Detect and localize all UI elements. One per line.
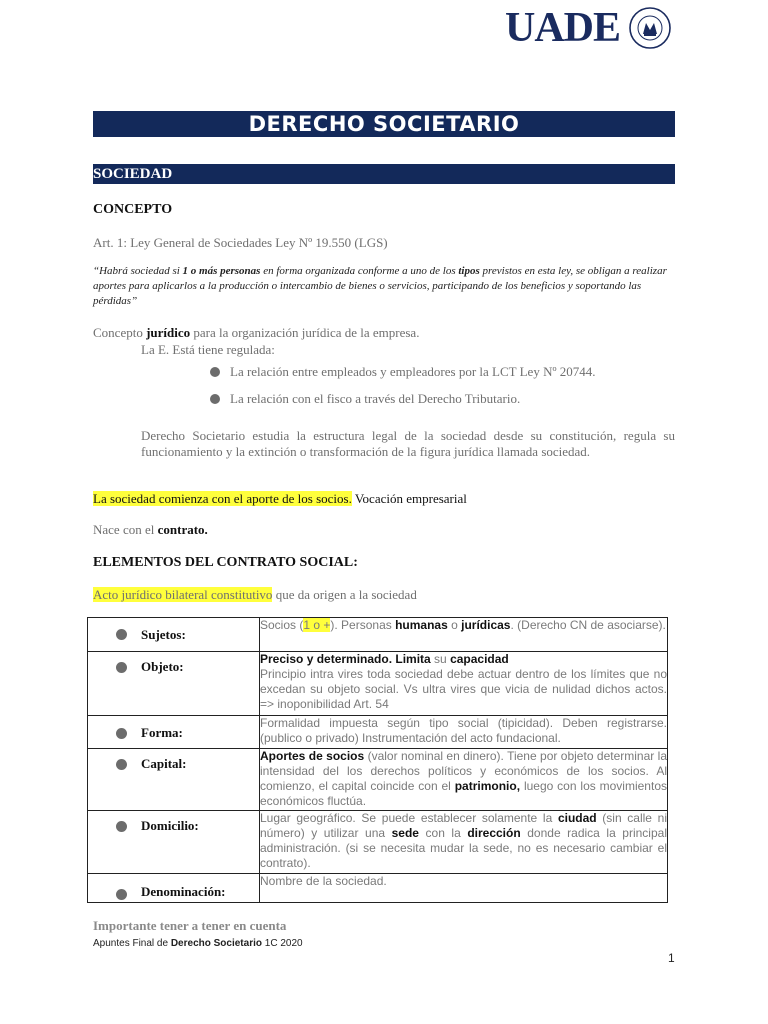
concept-text: Concepto <box>93 325 147 340</box>
concept-bold: jurídico <box>146 325 191 340</box>
bullet-text: La relación con el fisco a través del Derecho Tributario. <box>230 391 521 406</box>
value-text: Lugar geográfico. Se puede establecer solamente la <box>260 811 558 825</box>
row-label-cell <box>88 652 260 716</box>
value-text: Formalidad impuesta según tipo social (tipicidad). Deben registrarse. (publico o privado) Instrumentación del acto fundacional. <box>260 716 667 745</box>
value-text: o <box>447 618 462 632</box>
quote-part: “Habrá sociedad si <box>93 265 183 277</box>
bold-text: humanas <box>395 618 448 632</box>
quote-part: en forma organizada conforme a uno de los <box>260 265 459 277</box>
law-quote <box>93 264 678 309</box>
quote-part: previstos en esta ley, se obligan a realizar aportes para aplicarlos a la producción o intercambio de bienes o servicios, participando de los beneficios y soportando las pérdidas” <box>93 265 667 307</box>
row-label: Sujetos: <box>141 626 186 642</box>
plain-text: que da origen a la sociedad <box>272 587 417 602</box>
footer-text: Apuntes Final de <box>93 938 171 949</box>
logo-text: UADE <box>504 5 620 51</box>
bullet-dot-icon <box>210 367 220 377</box>
value-text: luego con los movimientos económicos fluctúa. <box>260 779 667 808</box>
document-title: DERECHO SOCIETARIO <box>93 111 675 137</box>
concept-line <box>93 325 419 341</box>
plain-text: Nace con el <box>93 522 158 537</box>
section-heading: SOCIEDAD <box>93 164 675 184</box>
row-value-cell <box>260 618 668 652</box>
concepto-heading: CONCEPTO <box>93 202 173 217</box>
bold-text: contrato. <box>157 522 208 537</box>
bold-text: Aportes de socios <box>260 749 365 763</box>
value-text: Nombre de la sociedad. <box>260 874 387 888</box>
value-text: con la <box>418 826 468 840</box>
regulated-line: La E. Está tiene regulada: <box>141 342 275 357</box>
row-label-cell <box>88 716 260 749</box>
acto-line <box>93 587 417 603</box>
bold-text: jurídicas <box>461 618 511 632</box>
row-label-cell <box>88 618 260 652</box>
bullet-dot-icon <box>116 889 127 900</box>
nace-line <box>93 522 208 538</box>
row-label: Domicilio: <box>141 818 199 833</box>
quote-bold: 1 o más personas <box>182 265 261 277</box>
value-text: (sin calle ni número) y utilizar una <box>260 811 667 840</box>
value-text: su <box>430 652 451 666</box>
bold-text: patrimonio, <box>454 779 521 793</box>
table-row <box>88 874 668 903</box>
row-value-cell <box>260 874 668 903</box>
bold-text: dirección <box>467 826 521 840</box>
table-row <box>88 652 668 716</box>
derecho-paragraph: Derecho Societario estudia la estructura legal de la sociedad desde su constitución, regula su funcionamiento y la extinción o transformación de la figura jurídica llamada sociedad. <box>141 428 675 459</box>
row-value-cell <box>260 652 668 716</box>
row-value-cell <box>260 716 668 749</box>
footer-bold: Derecho Societario <box>170 938 262 949</box>
bullet-dot-icon <box>116 662 127 673</box>
bullet-dot-icon <box>116 728 127 739</box>
value-text: ). Personas <box>330 618 396 632</box>
article-reference: Art. 1: Ley General de Sociedades Ley Nº 19.550 (LGS) <box>93 235 388 250</box>
table-row <box>88 618 668 652</box>
row-label: Objeto: <box>141 659 184 674</box>
bullet-dot-icon <box>210 394 220 404</box>
bullet-dot-icon <box>116 759 127 770</box>
sociedad-start-line <box>93 491 467 507</box>
elementos-heading: ELEMENTOS DEL CONTRATO SOCIAL: <box>93 555 358 570</box>
row-label-cell <box>88 811 260 874</box>
highlighted-text: La sociedad comienza con el aporte de los socios. <box>93 491 352 506</box>
table-row <box>88 716 668 749</box>
important-note: Importante tener a tener en cuenta <box>93 918 287 933</box>
bold-text: sede <box>391 826 419 840</box>
value-text: (valor nominal en dinero). Tiene por objeto determinar la intensidad del los derechos políticos y económicos de los socios. Al comienzo, el capital coincide con el <box>260 749 668 793</box>
bullet-item <box>210 364 596 380</box>
highlighted-text: Acto jurídico bilateral constitutivo <box>93 587 273 602</box>
row-label-cell <box>88 874 260 903</box>
bold-text: ciudad <box>557 811 597 825</box>
row-value-cell <box>260 749 668 811</box>
row-label: Forma: <box>141 725 183 740</box>
bullet-dot-icon <box>116 629 127 640</box>
value-text: donde radica la principal administración. (si se necesita mudar la sede, no es necesario cambiar el contrato). <box>260 826 667 870</box>
page-footer <box>93 938 303 949</box>
page-number: 1 <box>668 951 675 965</box>
row-label-cell <box>88 749 260 811</box>
table-row <box>88 811 668 874</box>
row-value-cell <box>260 811 668 874</box>
highlighted-text: 1 o + <box>303 618 331 632</box>
quote-bold: tipos <box>458 265 480 277</box>
row-label: Capital: <box>141 756 187 771</box>
elements-table <box>87 617 668 903</box>
value-text: Principio intra vires toda sociedad debe actuar dentro de los límites que no excedan su objeto social. Vs ultra vires que vicia de nulidad dichos actos. => inoponibilidad Art. 54 <box>260 667 667 711</box>
bullet-dot-icon <box>116 821 127 832</box>
plain-text: Vocación empresarial <box>351 491 467 506</box>
bold-text: capacidad <box>450 652 509 666</box>
table-row <box>88 749 668 811</box>
bullet-text: La relación entre empleados y empleadores por la LCT Ley Nº 20744. <box>230 364 596 379</box>
uade-logo <box>505 6 672 50</box>
row-label: Denominación: <box>141 884 226 899</box>
footer-text: 1C 2020 <box>261 938 303 949</box>
bold-text: Preciso y determinado. Limita <box>260 652 431 666</box>
bullet-item <box>210 391 520 407</box>
fundacion-uade-seal-icon <box>628 6 672 50</box>
concept-text: para la organización jurídica de la empresa. <box>190 325 420 340</box>
value-text: . (Derecho CN de asociarse). <box>510 618 666 632</box>
value-text: Socios ( <box>260 618 304 632</box>
